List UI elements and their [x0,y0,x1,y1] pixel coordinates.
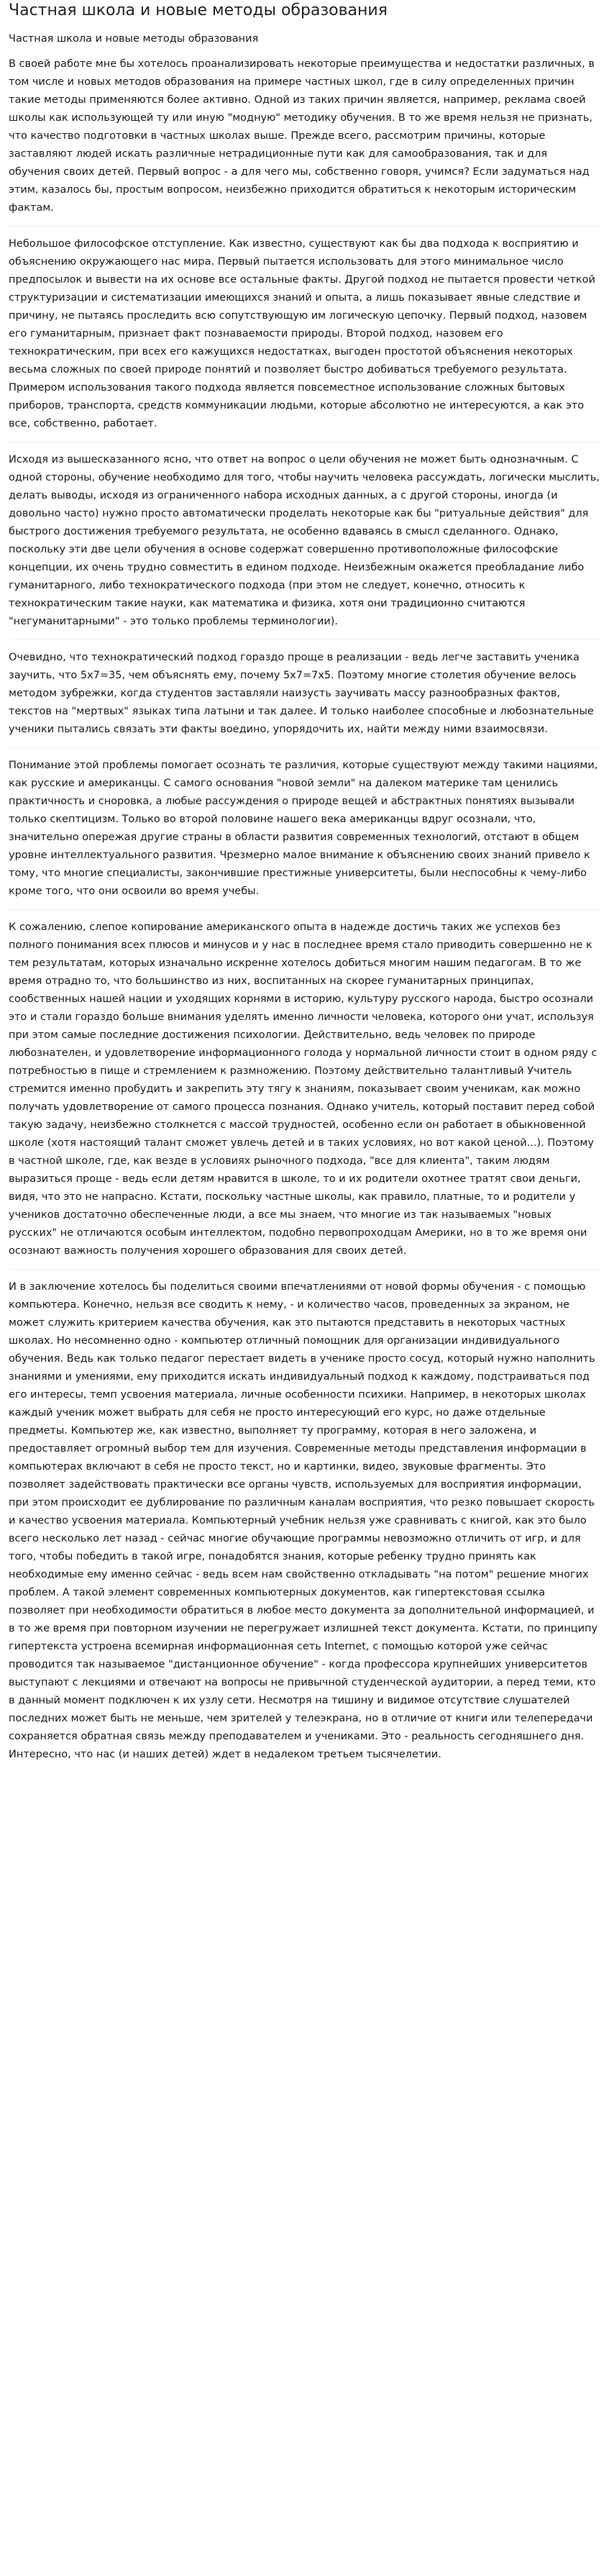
article-body [9,55,600,1764]
paragraph-divider [9,747,600,748]
paragraph-divider [9,909,600,910]
article-paragraph-1: В своей работе мне бы хотелось проанализировать некоторые преимущества и недостатки различных, в том числе и новых методов образования на примере частных школ, где в силу определенных причин такие методы применяются более активно. Одной из таких причин является, например, реклама своей школы как использующей ту или иную "модную" методику обучения. В то же время нельзя не признать, что качество подготовки в частных школах выше. Прежде всего, рассмотрим причины, которые заставляют людей искать различные нетрадиционные пути как для самообразования, так и для обучения своих детей. Первый вопрос - а для чего мы, собственно говоря, учимся? Если задуматься над этим, казалось бы, простым вопросом, неизбежно приходится обратиться к некоторым историческим фактам. [9,58,595,214]
paragraph-divider [9,226,600,227]
article-paragraph-5: Понимание этой проблемы помогает осознать те различия, которые существуют между такими нациями, как русские и американцы. С самого основания "новой земли" на далеком материке там ценились практичность и сноровка, а любые рассуждения о природе вещей и абстрактных понятиях вызывали только скептицизм. Только во второй половине нашего века американцы вдруг осознали, что, значительно опережая другие страны в области развития современных технологий, отстают в общем уровне интеллектуального развития. Чрезмерно малое внимание к объяснению своих знаний привело к тому, что многие специалисты, закончившие престижные университеты, были неспособны к чему-либо кроме того, что они освоили во время учебы. [9,760,598,897]
article-paragraph-7: И в заключение хотелось бы поделиться своими впечатлениями от новой формы обучения - с помощью компьютера. Конечно, нельзя все сводить к нему, - и количество часов, проведенных за экраном, не может служить критерием качества обучения, как это пытаются представить в некоторых частных школах. Но несомненно одно - компьютер отличный помощник для организации индивидуального обучения. Ведь как только педагог перестает видеть в ученике просто сосуд, который нужно наполнить знаниями и умениями, ему приходится искать индивидуальный подход к каждому, подстраиваться под его интересы, темп усвоения материала, личные особенности психики. Например, в некоторых школах каждый ученик может выбрать для себя не просто интересующий его курс, но даже отдельные предметы. Компьютер же, как известно, выполняет ту программу, которая в него заложена, и предоставляет огромный выбор тем для изучения. Современные методы представления информации в компьютерах включают в себя не просто текст, но и картинки, видео, звуковые фрагменты. Это позволяет задействовать практически все органы чувств, используемых для восприятия информации, при этом происходит ее дублирование по различным каналам восприятия, что резко повышает скорость и качество усвоения материала. Компьютерный учебник нельзя уже сравнивать с книгой, как это было всего несколько лет назад - сейчас многие обучающие программы невозможно отличить от игр, и для того, чтобы победить в такой игре, понадобятся знания, которые ребенку трудно принять как необходимые ему именно сейчас - ведь всем нам свойственно откладывать "на потом" решение многих проблем. А такой элемент современных компьютерных документов, как гипертекстовая ссылка позволяет при необходимости обратиться в любое место документа за дополнительной информацией, и в то же время при повторном изучении не перегружает излишней текст документа. Кстати, по принципу гипертекста устроена всемирная информационная сеть Internet, с помощью которой уже сейчас проводится так называемое "дистанционное обучение" - когда профессора крупнейших университетов выступают с лекциями и отвечают на вопросы не привычной студенческой аудитории, а перед теми, кто в данный момент подключен к их узлу сети. Несмотря на тишину и видимое отсутствие слушателей последних может быть не меньше, чем зрителей у телеэкрана, но в отличие от книги или телепередачи сохраняется обратная связь между преподавателем и учениками. Это - реальность сегодняшнего дня. Интересно, что нас (и наших детей) ждет в недалеком третьем тысячелетии. [9,1281,598,1760]
page-subtitle: Частная школа и новые методы образования [9,33,259,45]
article-paragraph-6: К сожалению, слепое копирование американского опыта в надежде достичь таких же успехов без полного понимания всех плюсов и минусов и у нас в последнее время стало приводить совершенно не к тем результатам, которых изначально искренне хотелось добиться многим нашим педагогам. В то же время отрадно то, что большинство из них, воспитанных на скорее гуманитарных принципах, сообственных нашей нации и уходящих корнями в историю, культуру русского народа, быстро осознали это и стали гораздо больше внимания уделять именно личности человека, которого они учат, используя при этом самые последние достижения психологии. Действительно, ведь человек по природе любознателен, и удовлетворение информационного голода у нормальной личности стоит в одном ряду с потребностью в пище и стремлением к размножению. Поэтому действительно талантливый Учитель стремится именно пробудить и закрепить эту тягу к знаниям, показывает своим ученикам, как можно получать удовлетворение от самого процесса познания. Однако учитель, который поставит перед собой такую задачу, неизбежно столкнется с массой трудностей, особенно если он работает в обыкновенной школе (хотя настоящий талант сможет увлечь детей и в таких условиях, но вот какой ценой...). Поэтому в частной школе, где, как везде в условиях рыночного подхода, "все для клиента", таким людям выразиться проще - ведь если детям нравится в школе, то и их родители охотнее тратят свои деньги, видя, что это не напрасно. Кстати, поскольку частные школы, как правило, платные, то и родители у учеников достаточно обеспеченные люди, а все мы знаем, что многие из так называемых "новых русских" не отличаются особым интеллектом, подобно первопроходцам Америки, но в то же время они осознают важность получения хорошего образования для своих детей. [9,921,597,1257]
article-paragraph-2: Небольшое философское отступление. Как известно, существуют как бы два подхода к восприятию и объяснению окружающего нас мира. Первый пытается использовать для этого минимальное число предпосылок и вывести на их основе все остальные факты. Другой подход не пытается провести четкой структуризации и систематизации имеющихся знаний и опыта, а лишь показывает явные следствие и причину, не пытаясь проследить всю сопутствующую им логическую цепочку. Первый подход, назовем его гуманитарным, признает факт познаваемости природы. Второй подход, назовем его технократическим, при всех его кажущихся недостатках, выгоден простотой объяснения некоторых весьма сложных по своей природе понятий и позволяет быстро добиваться требуемого результата. Примером использования такого подхода является повсеместное использование сложных бытовых приборов, транспорта, средств коммуникации людьми, которые абсолютно не интересуются, а как это все, собственно, работает. [9,238,595,429]
article-paragraph-4: Очевидно, что технократический подход гораздо проще в реализации - ведь легче заставить ученика заучить, что 5x7=35, чем объяснять ему, почему 5x7=7x5. Поэтому многие столетия обучение велось методом зубрежки, когда студентов заставляли наизусть заучивать массу разнообразных фактов, текстов на "мертвых" языках типа латыни и так далее. И только наиболее способные и любознательные ученики пытались связать эти факты воедино, упорядочить их, найти между ними взаимосвязи. [9,652,594,735]
page-title: Частная школа и новые методы образования [9,1,388,19]
paragraph-divider [9,1269,600,1270]
article-paragraph-3: Исходя из вышесказанного ясно, что ответ на вопрос о цели обучения не может быть однозначным. С одной стороны, обучение необходимо для того, чтобы научить человека рассуждать, логически мыслить, делать выводы, исходя из ограниченного набора исходных данных, а с другой стороны, иногда (и довольно часто) нужно просто автоматически проделать некоторые как бы "ритуальные действия" для быстрого достижения требуемого результата, не особенно вдаваясь в смысл сделанного. Однако, поскольку эти две цели обучения в основе содержат совершенно противоположные философские концепции, их очень трудно совместить в едином подходе. Неизбежным окажется преобладание либо гуманитарного, либо технократического подхода (при этом не следует, конечно, относить к технократическим такие науки, как математика и физика, хотя они традиционно считаются "негуманитарными" - это только проблемы терминологии). [9,454,600,627]
